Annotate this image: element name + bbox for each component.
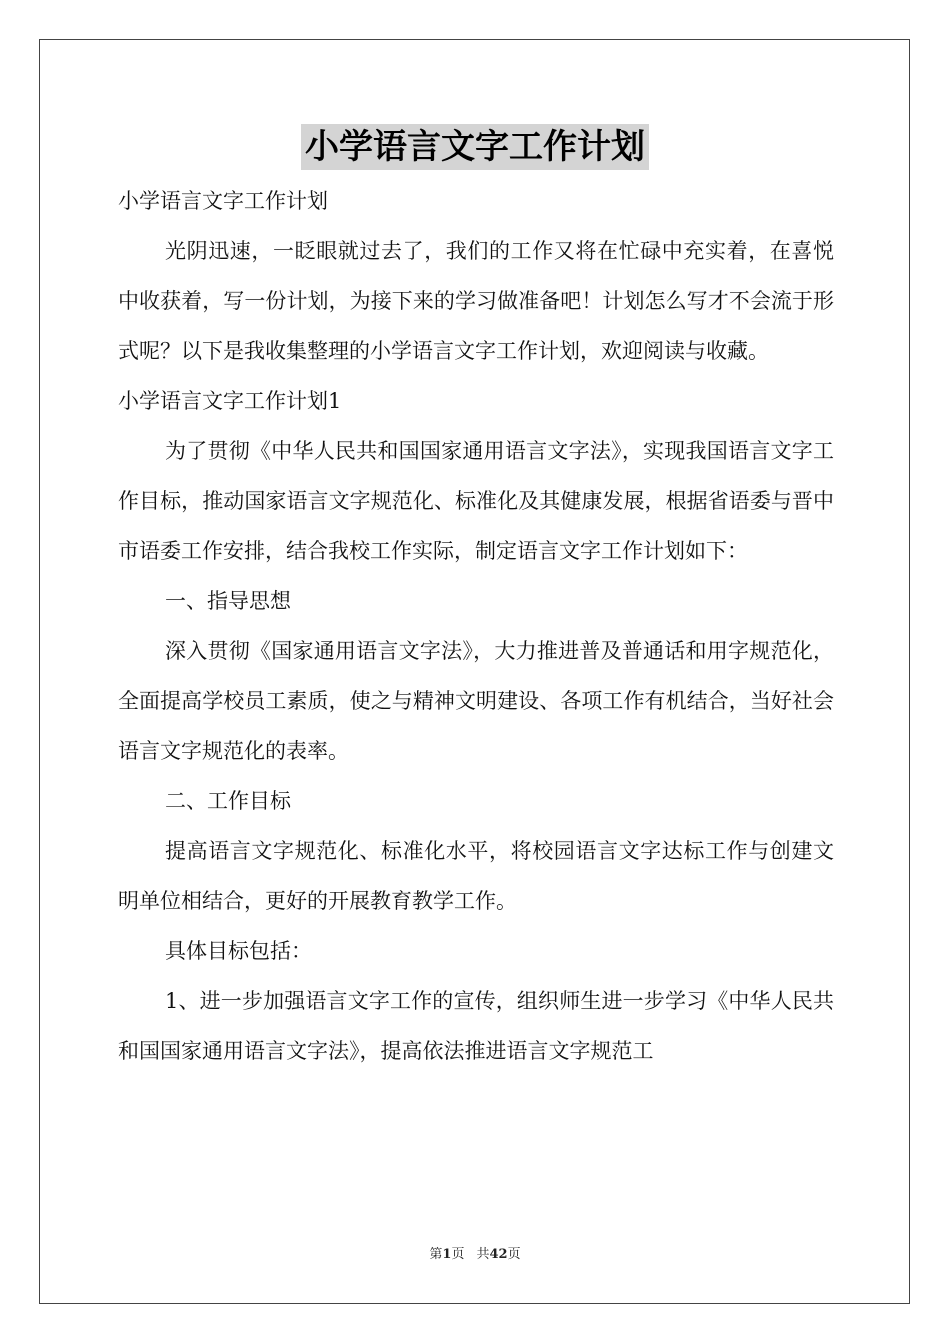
paragraph-subtitle: 小学语言文字工作计划 [118,189,328,213]
page-prefix: 第 [429,1247,443,1262]
paragraph-specific-goals: 具体目标包括： [165,939,312,963]
title-container [0,124,950,170]
document-title: 小学语言文字工作计划 [301,124,649,170]
paragraph-guiding: 深入贯彻《国家通用语言文字法》，大力推进普及普通话和用字规范化，全面提高学校员工素质，使之与精神文明建设、各项工作有机结合，当好社会语言文字规范化的表率。 [118,639,834,763]
page-footer [0,1245,950,1265]
paragraph-section-heading: 小学语言文字工作计划1 [118,389,342,413]
paragraph-heading-goals: 二、工作目标 [165,789,291,813]
page-unit: 页 [451,1247,465,1262]
paragraph-purpose: 为了贯彻《中华人民共和国国家通用语言文字法》，实现我国语言文字工作目标，推动国家语言文字规范化、标准化及其健康发展，根据省语委与晋中市语委工作安排，结合我校工作实际，制定语言文字工作计划如下： [118,439,834,563]
paragraph-intro: 光阴迅速，一眨眼就过去了，我们的工作又将在忙碌中充实着，在喜悦中收获着，写一份计划，为接下来的学习做准备吧！计划怎么写才不会流于形式呢？以下是我收集整理的小学语言文字工作计划，欢迎阅读与收藏。 [118,239,834,363]
total-unit: 页 [507,1247,521,1262]
paragraph-goals: 提高语言文字规范化、标准化水平，将校园语言文字达标工作与创建文明单位相结合，更好的开展教育教学工作。 [118,839,834,913]
paragraph-item-1: 1、进一步加强语言文字工作的宣传，组织师生进一步学习《中华人民共和国国家通用语言文字法》，提高依法推进语言文字规范工 [118,989,834,1063]
document-body [118,176,834,1076]
total-prefix: 共 [476,1247,490,1262]
page-total-number: 42 [489,1247,508,1262]
page-current-number: 1 [442,1247,452,1262]
paragraph-heading-guiding: 一、指导思想 [165,589,291,613]
